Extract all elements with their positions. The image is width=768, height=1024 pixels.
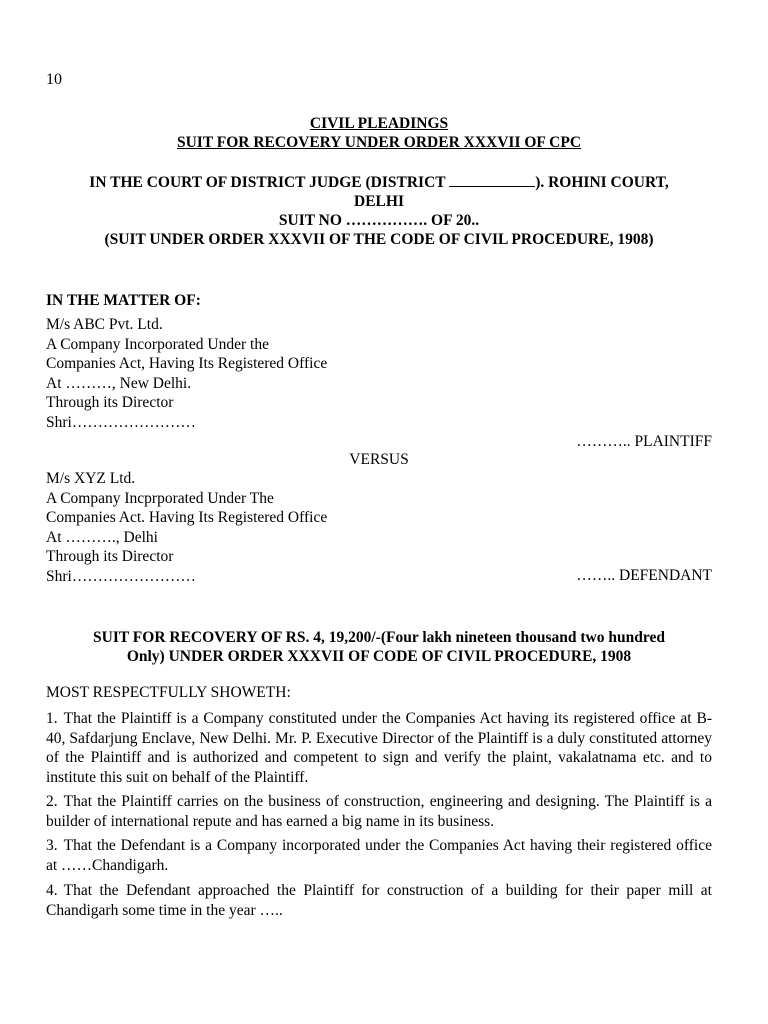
paragraph-1 [46,709,712,787]
defendant-line: A Company Incprporated Under The [46,489,274,507]
page-number: 10 [46,71,62,88]
court-line-1 [46,173,712,192]
plaintiff-line: A Company Incorporated Under the [46,335,269,353]
versus-label: VERSUS [349,451,409,468]
court-line-1-suffix: ). ROHINI COURT, [535,174,669,191]
defendant-block [46,469,712,586]
matter-title: IN THE MATTER OF: [46,292,201,309]
plaintiff-line: M/s ABC Pvt. Ltd. [46,316,163,333]
suit-title [46,628,712,666]
document-header [46,114,712,152]
suit-number-line: SUIT NO ……………. OF 20.. [278,212,480,229]
defendant-line: M/s XYZ Ltd. [46,470,136,487]
paragraph-text: That the Plaintiff is a Company constituted under the Companies Act having its registered office at B-40, Safdarjung Enclave, New Delhi. Mr. P. Executive Director of the Plaintiff is a duly constituted attorney of the Plaintiff and is authorized and competent to sign and verify the plaint, vakalatnama etc. and to institute this suit on behalf of the Plaintiff. [46,710,712,786]
suit-order-line: (SUIT UNDER ORDER XXXVII OF THE CODE OF CIVIL PROCEDURE, 1908) [104,231,654,248]
paragraph-text: That the Defendant approached the Plaintiff for construction of a building for their paper mill at Chandigarh some time in the year ….. [46,882,712,919]
court-line-1-prefix: IN THE COURT OF DISTRICT JUDGE (DISTRICT [89,174,450,191]
defendant-line: Through its Director [46,548,174,565]
header-title: CIVIL PLEADINGS [309,115,449,132]
paragraph-number: 4. [46,882,58,899]
plaintiff-block [46,315,712,450]
defendant-line: Companies Act. Having Its Registered Office [46,509,328,526]
paragraph-number: 1. [46,710,58,727]
defendant-line: Shri…………………… [46,567,196,585]
defendant-line: At ………., Delhi [46,528,158,546]
paragraph-3 [46,836,712,875]
paragraph-text: That the Defendant is a Company incorporated under the Companies Act having their registered office at ……Chandigarh. [46,837,712,874]
header-subtitle: SUIT FOR RECOVERY UNDER ORDER XXXVII OF CPC [176,134,582,151]
plaintiff-line: Through its Director [46,394,174,411]
plaintiff-line: At ………, New Delhi. [46,374,192,392]
paragraph-number: 2. [46,793,58,810]
document-page [46,0,712,1024]
suit-title-line-2: Only) UNDER ORDER XXXVII OF CODE OF CIVIL PROCEDURE, 1908 [126,648,632,665]
court-line-2: DELHI [354,193,404,210]
paragraph-4 [46,881,712,920]
suit-title-line-1: SUIT FOR RECOVERY OF RS. 4, 19,200/-(Four lakh nineteen thousand two hundred [93,629,665,646]
plaintiff-line: Companies Act, Having Its Registered Office [46,355,328,372]
district-blank [449,174,535,187]
paragraph-2 [46,792,712,831]
plaintiff-role: ……….. PLAINTIFF [576,433,712,450]
defendant-role: …….. DEFENDANT [576,567,712,584]
paragraph-text: That the Plaintiff carries on the business of construction, engineering and designing. The Plaintiff is a builder of international repute and has earned a big name in its business. [46,793,712,830]
plaintiff-line: Shri…………………… [46,413,196,431]
court-heading [46,173,712,249]
paragraph-number: 3. [46,837,58,854]
showeth-heading: MOST RESPECTFULLY SHOWETH: [46,684,291,701]
